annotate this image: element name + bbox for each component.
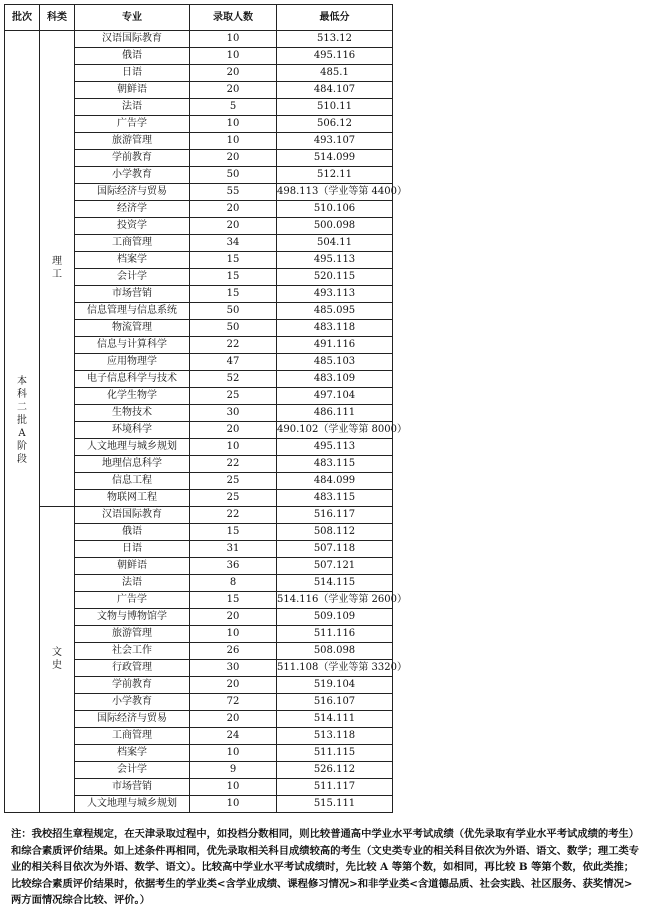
major-cell: 国际经济与贸易 — [75, 711, 190, 728]
min-score-cell: 507.121 — [277, 558, 393, 575]
enrollment-cell: 15 — [190, 592, 277, 609]
min-score-cell: 513.12 — [277, 31, 393, 48]
header-row — [5, 5, 393, 31]
header-major: 专业 — [75, 5, 190, 31]
major-cell: 应用物理学 — [75, 354, 190, 371]
min-score-cell: 495.116 — [277, 48, 393, 65]
major-cell: 俄语 — [75, 524, 190, 541]
major-cell: 学前教育 — [75, 150, 190, 167]
major-cell: 小学教育 — [75, 694, 190, 711]
major-cell: 档案学 — [75, 252, 190, 269]
major-cell: 法语 — [75, 99, 190, 116]
major-cell: 旅游管理 — [75, 626, 190, 643]
min-score-cell: 511.108（学业等第 3320） — [277, 660, 393, 677]
min-score-cell: 483.109 — [277, 371, 393, 388]
enrollment-cell: 20 — [190, 65, 277, 82]
min-score-cell: 512.11 — [277, 167, 393, 184]
min-score-cell: 516.107 — [277, 694, 393, 711]
major-cell: 信息工程 — [75, 473, 190, 490]
min-score-cell: 500.098 — [277, 218, 393, 235]
admission-table — [4, 4, 407, 813]
min-score-cell: 490.102（学业等第 8000） — [277, 422, 393, 439]
header-batch: 批次 — [5, 5, 40, 31]
min-score-cell: 514.116（学业等第 2600） — [277, 592, 393, 609]
enrollment-cell: 20 — [190, 82, 277, 99]
enrollment-cell: 22 — [190, 337, 277, 354]
min-score-cell: 515.111 — [277, 796, 393, 813]
major-cell: 人文地理与城乡规划 — [75, 796, 190, 813]
major-cell: 环境科学 — [75, 422, 190, 439]
min-score-cell: 516.117 — [277, 507, 393, 524]
min-score-cell: 508.098 — [277, 643, 393, 660]
min-score-cell: 513.118 — [277, 728, 393, 745]
enrollment-cell: 10 — [190, 133, 277, 150]
enrollment-cell: 20 — [190, 677, 277, 694]
enrollment-cell: 20 — [190, 201, 277, 218]
min-score-cell: 484.107 — [277, 82, 393, 99]
enrollment-cell: 47 — [190, 354, 277, 371]
min-score-cell: 484.099 — [277, 473, 393, 490]
major-cell: 工商管理 — [75, 728, 190, 745]
major-cell: 电子信息科学与技术 — [75, 371, 190, 388]
min-score-cell: 485.103 — [277, 354, 393, 371]
enrollment-cell: 24 — [190, 728, 277, 745]
batch-label: 本科二批A阶段 — [17, 376, 27, 465]
enrollment-cell: 50 — [190, 320, 277, 337]
min-score-cell: 497.104 — [277, 388, 393, 405]
enrollment-cell: 30 — [190, 405, 277, 422]
major-cell: 日语 — [75, 65, 190, 82]
major-cell: 档案学 — [75, 745, 190, 762]
min-score-cell: 498.113（学业等第 4400） — [277, 184, 393, 201]
enrollment-cell: 50 — [190, 303, 277, 320]
major-cell: 信息管理与信息系统 — [75, 303, 190, 320]
major-cell: 文物与博物馆学 — [75, 609, 190, 626]
enrollment-cell: 10 — [190, 31, 277, 48]
min-score-cell: 507.118 — [277, 541, 393, 558]
min-score-cell: 511.115 — [277, 745, 393, 762]
min-score-cell: 511.117 — [277, 779, 393, 796]
min-score-cell: 485.1 — [277, 65, 393, 82]
enrollment-cell: 22 — [190, 456, 277, 473]
enrollment-cell: 20 — [190, 711, 277, 728]
major-cell: 朝鲜语 — [75, 82, 190, 99]
major-cell: 汉语国际教育 — [75, 31, 190, 48]
min-score-cell: 514.115 — [277, 575, 393, 592]
major-cell: 广告学 — [75, 116, 190, 133]
min-score-cell: 511.116 — [277, 626, 393, 643]
enrollment-cell: 15 — [190, 252, 277, 269]
enrollment-cell: 25 — [190, 388, 277, 405]
major-cell: 市场营销 — [75, 779, 190, 796]
major-cell: 会计学 — [75, 762, 190, 779]
enrollment-cell: 20 — [190, 150, 277, 167]
major-cell: 学前教育 — [75, 677, 190, 694]
enrollment-cell: 9 — [190, 762, 277, 779]
enrollment-cell: 10 — [190, 779, 277, 796]
min-score-cell: 519.104 — [277, 677, 393, 694]
enrollment-cell: 5 — [190, 99, 277, 116]
major-cell: 生物技术 — [75, 405, 190, 422]
enrollment-cell: 10 — [190, 626, 277, 643]
min-score-cell: 508.112 — [277, 524, 393, 541]
enrollment-cell: 15 — [190, 269, 277, 286]
batch-cell — [5, 31, 40, 813]
category-cell — [40, 31, 75, 507]
enrollment-cell: 20 — [190, 422, 277, 439]
major-cell: 地理信息科学 — [75, 456, 190, 473]
min-score-cell: 510.106 — [277, 201, 393, 218]
min-score-cell: 495.113 — [277, 252, 393, 269]
min-score-cell: 483.118 — [277, 320, 393, 337]
enrollment-cell: 10 — [190, 745, 277, 762]
major-cell: 信息与计算科学 — [75, 337, 190, 354]
min-score-cell: 520.115 — [277, 269, 393, 286]
min-score-cell: 495.113 — [277, 439, 393, 456]
header-category: 科类 — [40, 5, 75, 31]
enrollment-cell: 10 — [190, 796, 277, 813]
major-cell: 旅游管理 — [75, 133, 190, 150]
major-cell: 日语 — [75, 541, 190, 558]
major-cell: 社会工作 — [75, 643, 190, 660]
enrollment-cell: 50 — [190, 167, 277, 184]
min-score-cell: 510.11 — [277, 99, 393, 116]
enrollment-cell: 15 — [190, 286, 277, 303]
enrollment-cell: 26 — [190, 643, 277, 660]
major-cell: 汉语国际教育 — [75, 507, 190, 524]
min-score-cell: 514.111 — [277, 711, 393, 728]
min-score-cell: 506.12 — [277, 116, 393, 133]
major-cell: 市场营销 — [75, 286, 190, 303]
enrollment-cell: 52 — [190, 371, 277, 388]
major-cell: 化学生物学 — [75, 388, 190, 405]
header-min-score: 最低分 — [277, 5, 393, 31]
major-cell: 法语 — [75, 575, 190, 592]
footnote: 注：我校招生章程规定，在天津录取过程中，如投档分数相同，则比较普通高中学业水平考试成绩（优先录取有学业水平考试成绩的考生）和综合素质评价结果。如上述条件再相同，优先录取相关科目成绩较高的考生（文史类专业的相关科目依次为外语、语文、数学；理工类专业的相关科目依次为外语、数学、语文）。比较高中学业水平考试成绩时，先比较 A 等第个数，如相同，再比较 B 等第个数，依此类推；比较综合素质评价结果时，依据考生的学业类<含学业成绩、课程修习情况>和非学业类<含道德品质、社会实践、社区服务、获奖情况>两方面情况综合比较、评价。） — [11, 828, 640, 906]
table-body — [5, 31, 407, 813]
major-cell: 朝鲜语 — [75, 558, 190, 575]
category-label: 理工 — [52, 255, 62, 280]
major-cell: 广告学 — [75, 592, 190, 609]
min-score-cell: 483.115 — [277, 490, 393, 507]
min-score-cell: 486.111 — [277, 405, 393, 422]
min-score-cell: 514.099 — [277, 150, 393, 167]
major-cell: 经济学 — [75, 201, 190, 218]
major-cell: 俄语 — [75, 48, 190, 65]
min-score-cell: 504.11 — [277, 235, 393, 252]
major-cell: 会计学 — [75, 269, 190, 286]
enrollment-cell: 72 — [190, 694, 277, 711]
category-cell — [40, 507, 75, 813]
major-cell: 国际经济与贸易 — [75, 184, 190, 201]
major-cell: 工商管理 — [75, 235, 190, 252]
enrollment-cell: 15 — [190, 524, 277, 541]
min-score-cell: 526.112 — [277, 762, 393, 779]
min-score-cell: 485.095 — [277, 303, 393, 320]
major-cell: 投资学 — [75, 218, 190, 235]
min-score-cell: 493.113 — [277, 286, 393, 303]
table-row — [5, 31, 393, 48]
enrollment-cell: 22 — [190, 507, 277, 524]
min-score-cell: 493.107 — [277, 133, 393, 150]
enrollment-cell: 25 — [190, 490, 277, 507]
enrollment-cell: 30 — [190, 660, 277, 677]
enrollment-cell: 10 — [190, 116, 277, 133]
header-enrollment: 录取人数 — [190, 5, 277, 31]
major-cell: 行政管理 — [75, 660, 190, 677]
enrollment-cell: 8 — [190, 575, 277, 592]
enrollment-cell: 25 — [190, 473, 277, 490]
enrollment-cell: 10 — [190, 439, 277, 456]
enrollment-cell: 55 — [190, 184, 277, 201]
category-label: 文史 — [52, 646, 62, 671]
enrollment-cell: 20 — [190, 218, 277, 235]
enrollment-cell: 10 — [190, 48, 277, 65]
min-score-cell: 509.109 — [277, 609, 393, 626]
enrollment-cell: 20 — [190, 609, 277, 626]
enrollment-cell: 36 — [190, 558, 277, 575]
min-score-cell: 483.115 — [277, 456, 393, 473]
enrollment-cell: 34 — [190, 235, 277, 252]
enrollment-cell: 31 — [190, 541, 277, 558]
major-cell: 物流管理 — [75, 320, 190, 337]
major-cell: 小学教育 — [75, 167, 190, 184]
major-cell: 物联网工程 — [75, 490, 190, 507]
major-cell: 人文地理与城乡规划 — [75, 439, 190, 456]
table-row — [5, 507, 393, 524]
min-score-cell: 491.116 — [277, 337, 393, 354]
